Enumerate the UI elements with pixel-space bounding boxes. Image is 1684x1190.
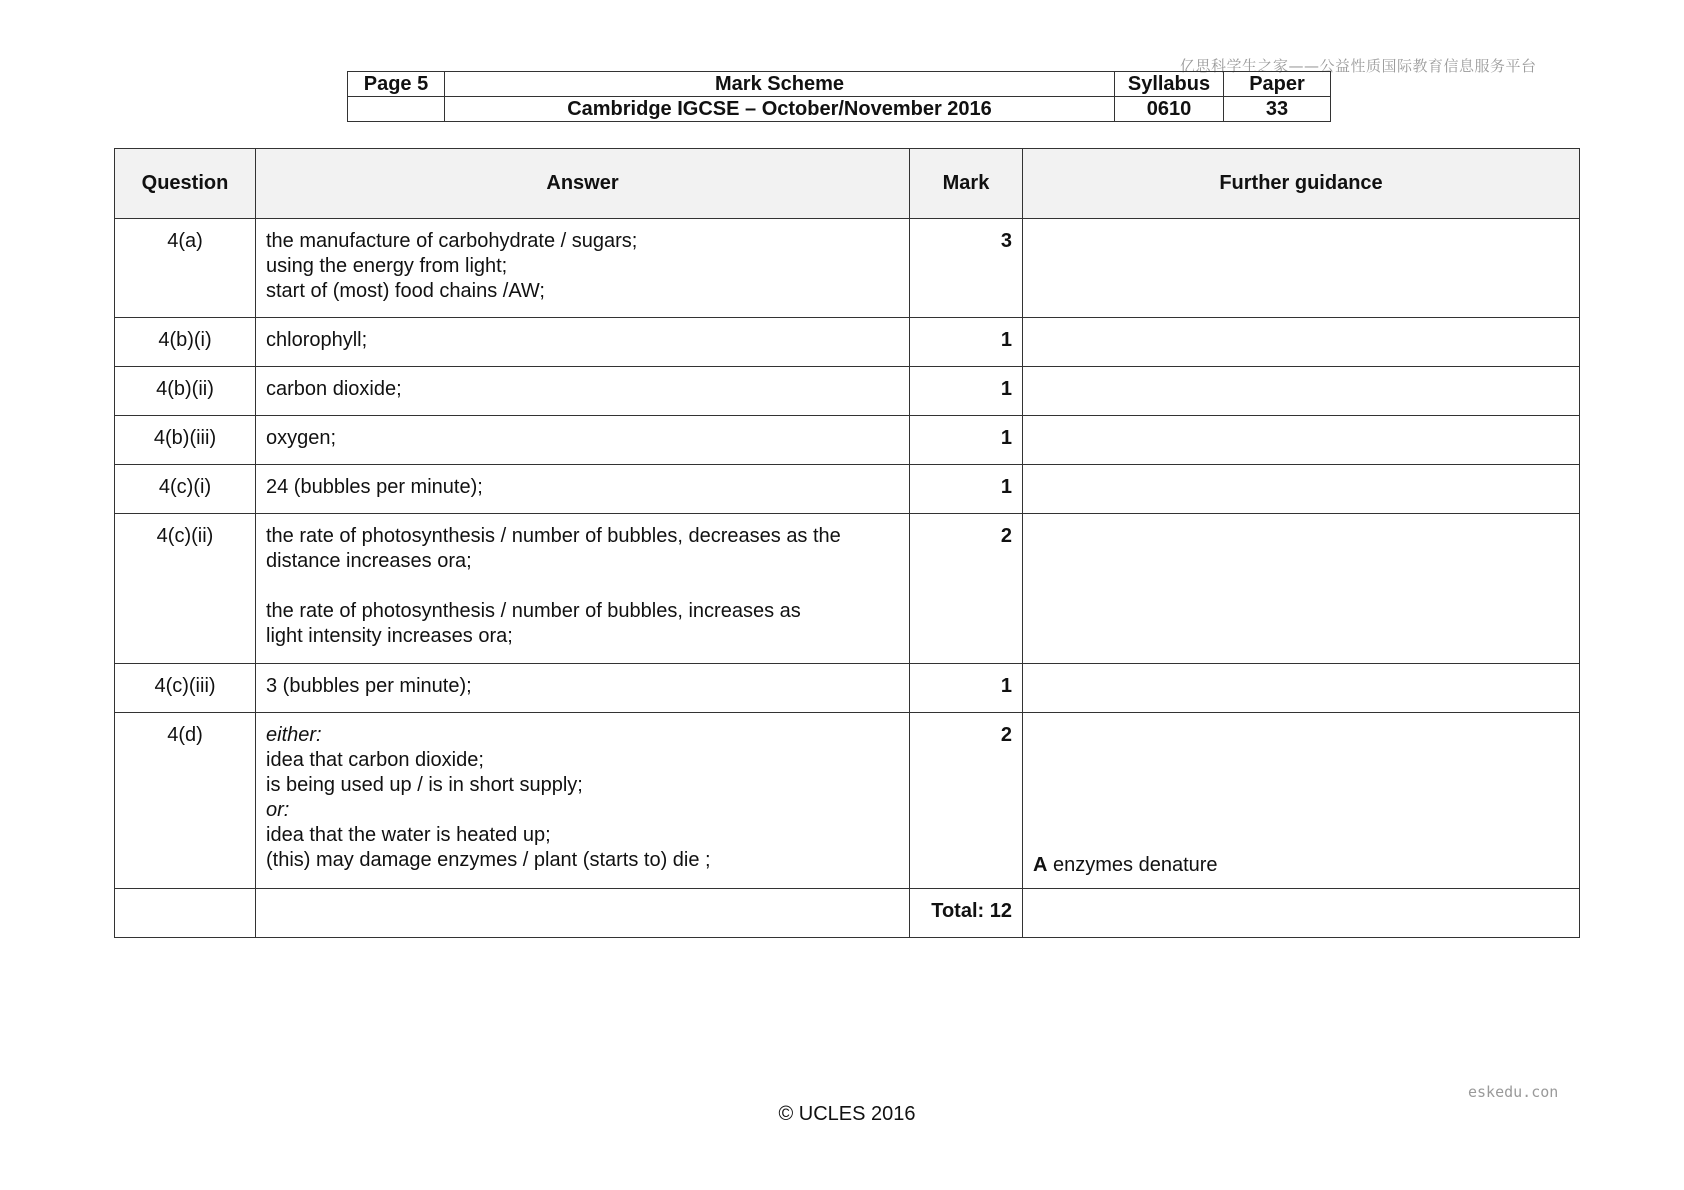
guidance-cell (1023, 889, 1580, 938)
answer-cell (256, 318, 910, 367)
answer-line: the manufacture of carbohydrate / sugars; (266, 230, 638, 252)
answer-line: chlorophyll; (266, 329, 368, 351)
page-number: Page 5 (348, 72, 445, 97)
answer-line: distance increases ora; (266, 550, 472, 572)
column-header-question: Question (115, 149, 256, 219)
answer-line: (this) may damage enzymes / plant (starts to) die ; (266, 849, 711, 871)
table-header-row (115, 149, 1580, 219)
answer-line: or: (266, 799, 290, 821)
mark-cell: 1 (910, 465, 1023, 514)
guidance-cell (1023, 416, 1580, 465)
table-row (115, 664, 1580, 713)
mark-cell: 1 (910, 416, 1023, 465)
watermark-bottom: eskedu.con (1468, 1083, 1559, 1101)
answer-line: idea that carbon dioxide; (266, 749, 484, 771)
answer-line: the rate of photosynthesis / number of bubbles, decreases as the (266, 525, 841, 547)
document-title: Mark Scheme (445, 72, 1115, 97)
guidance-cell (1023, 713, 1580, 889)
copyright-footer: © UCLES 2016 (778, 1103, 916, 1125)
question-cell: 4(b)(i) (115, 318, 256, 367)
answer-line: 24 (bubbles per minute); (266, 476, 483, 498)
total-mark: Total: 12 (910, 889, 1023, 938)
answer-line: the rate of photosynthesis / number of bubbles, increases as (266, 600, 801, 622)
spacer (266, 574, 899, 599)
guidance-cell (1023, 367, 1580, 416)
answer-cell (256, 713, 910, 889)
guidance-text: enzymes denature (1053, 854, 1218, 876)
column-header-answer: Answer (256, 149, 910, 219)
guidance-cell (1023, 514, 1580, 664)
column-header-guidance: Further guidance (1023, 149, 1580, 219)
mark-scheme-table (114, 148, 1580, 938)
exam-name: Cambridge IGCSE – October/November 2016 (445, 97, 1115, 122)
answer-line: is being used up / is in short supply; (266, 774, 583, 796)
guidance-cell (1023, 219, 1580, 318)
table-row (115, 416, 1580, 465)
header-empty-cell (348, 97, 445, 122)
question-cell: 4(b)(iii) (115, 416, 256, 465)
question-cell: 4(c)(iii) (115, 664, 256, 713)
watermark-top: 亿思科学生之家——公益性质国际教育信息服务平台 (1180, 57, 1537, 75)
answer-cell (256, 367, 910, 416)
table-row (115, 318, 1580, 367)
column-header-mark: Mark (910, 149, 1023, 219)
question-cell: 4(c)(i) (115, 465, 256, 514)
answer-cell (256, 416, 910, 465)
question-cell: 4(b)(ii) (115, 367, 256, 416)
paper-label: Paper (1224, 72, 1331, 97)
mark-cell: 1 (910, 367, 1023, 416)
mark-cell: 2 (910, 514, 1023, 664)
answer-line: idea that the water is heated up; (266, 824, 551, 846)
guidance-cell (1023, 465, 1580, 514)
mark-cell: 3 (910, 219, 1023, 318)
answer-line: 3 (bubbles per minute); (266, 675, 472, 697)
answer-cell (256, 514, 910, 664)
question-cell: 4(a) (115, 219, 256, 318)
answer-cell (256, 219, 910, 318)
table-row (115, 514, 1580, 664)
question-cell (115, 889, 256, 938)
answer-line: using the energy from light; (266, 255, 508, 277)
answer-line: start of (most) food chains /AW; (266, 280, 545, 302)
table-row (115, 713, 1580, 889)
mark-cell: 1 (910, 318, 1023, 367)
answer-cell (256, 465, 910, 514)
syllabus-label: Syllabus (1115, 72, 1224, 97)
table-row (115, 219, 1580, 318)
question-cell: 4(c)(ii) (115, 514, 256, 664)
table-row (115, 465, 1580, 514)
answer-line: carbon dioxide; (266, 378, 402, 400)
answer-line: light intensity increases ora; (266, 625, 513, 647)
total-row (115, 889, 1580, 938)
answer-cell (256, 664, 910, 713)
answer-cell (256, 889, 910, 938)
paper-number: 33 (1224, 97, 1331, 122)
answer-line: either: (266, 724, 322, 746)
mark-cell: 1 (910, 664, 1023, 713)
guidance-cell (1023, 318, 1580, 367)
answer-line: oxygen; (266, 427, 337, 449)
syllabus-code: 0610 (1115, 97, 1224, 122)
guidance-accept-marker: A (1033, 854, 1048, 876)
question-cell: 4(d) (115, 713, 256, 889)
mark-cell: 2 (910, 713, 1023, 889)
table-row (115, 367, 1580, 416)
header-table (347, 71, 1331, 122)
guidance-cell (1023, 664, 1580, 713)
